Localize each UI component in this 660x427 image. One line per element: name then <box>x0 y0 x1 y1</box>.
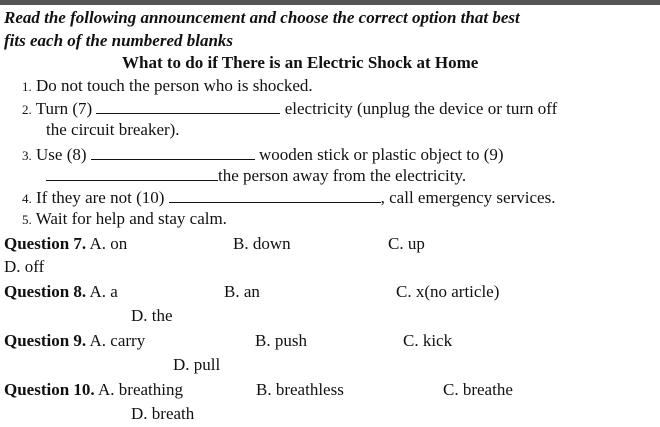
question-8-option-c[interactable]: C. x(no article) <box>396 282 500 301</box>
blank-8 <box>91 144 255 160</box>
item-number: 3. <box>22 148 32 163</box>
announcement-item-5 <box>22 209 227 230</box>
option-a[interactable]: A. on <box>89 234 128 253</box>
question-10-option-d[interactable]: D. breath <box>131 404 195 423</box>
question-10 <box>4 380 183 400</box>
option-a[interactable]: A. a <box>89 282 118 301</box>
question-10-option-c[interactable]: C. breathe <box>443 380 513 399</box>
item-text-cont: the person away from the electricity. <box>218 166 467 185</box>
question-9-option-c[interactable]: C. kick <box>403 331 453 350</box>
question-7-option-d[interactable]: D. off <box>4 257 45 276</box>
announcement-title: What to do if There is an Electric Shock at Home <box>122 53 479 72</box>
question-8 <box>4 282 118 302</box>
question-label: Question 8. <box>4 282 87 301</box>
question-label: Question 7. <box>4 234 87 253</box>
announcement-item-1 <box>22 76 313 97</box>
announcement-item-2-continued: the circuit breaker). <box>46 120 180 139</box>
item-text-post: , call emergency services. <box>380 188 556 207</box>
question-7-option-c[interactable]: C. up <box>388 234 425 253</box>
item-number: 4. <box>22 191 32 206</box>
blank-7 <box>96 98 280 114</box>
question-10-option-b[interactable]: B. breathless <box>256 380 344 399</box>
instructions-line-1: Read the following announcement and choose the correct option that best <box>4 8 520 27</box>
item-text: Do not touch the person who is shocked. <box>36 76 313 95</box>
blank-9 <box>46 165 218 181</box>
top-border <box>0 0 660 5</box>
item-text-pre: Turn (7) <box>35 99 97 118</box>
question-8-option-d[interactable]: D. the <box>131 306 173 325</box>
item-text-pre: If they are not (10) <box>36 188 169 207</box>
item-text-post: wooden stick or plastic object to (9) <box>254 145 504 164</box>
item-text: Wait for help and stay calm. <box>35 209 227 228</box>
instructions-line-2: fits each of the numbered blanks <box>4 31 234 50</box>
item-number: 2. <box>22 102 32 117</box>
item-number: 5. <box>22 212 32 227</box>
item-number: 1. <box>22 79 32 94</box>
question-9-option-d[interactable]: D. pull <box>173 355 221 374</box>
item-text-pre: Use (8) <box>36 145 91 164</box>
question-label: Question 10. <box>4 380 95 399</box>
question-8-option-b[interactable]: B. an <box>224 282 260 301</box>
announcement-item-3-continued <box>46 165 466 186</box>
announcement-item-4 <box>22 187 555 209</box>
announcement-item-2 <box>22 98 557 120</box>
blank-10 <box>169 187 381 203</box>
item-text-post: electricity (unplug the device or turn off <box>280 99 558 118</box>
question-7-option-b[interactable]: B. down <box>233 234 291 253</box>
question-9-option-b[interactable]: B. push <box>255 331 307 350</box>
announcement-item-3 <box>22 144 504 166</box>
option-a[interactable]: A. breathing <box>98 380 183 399</box>
question-label: Question 9. <box>4 331 87 350</box>
question-7 <box>4 234 127 254</box>
question-9 <box>4 331 145 351</box>
option-a[interactable]: A. carry <box>89 331 146 350</box>
